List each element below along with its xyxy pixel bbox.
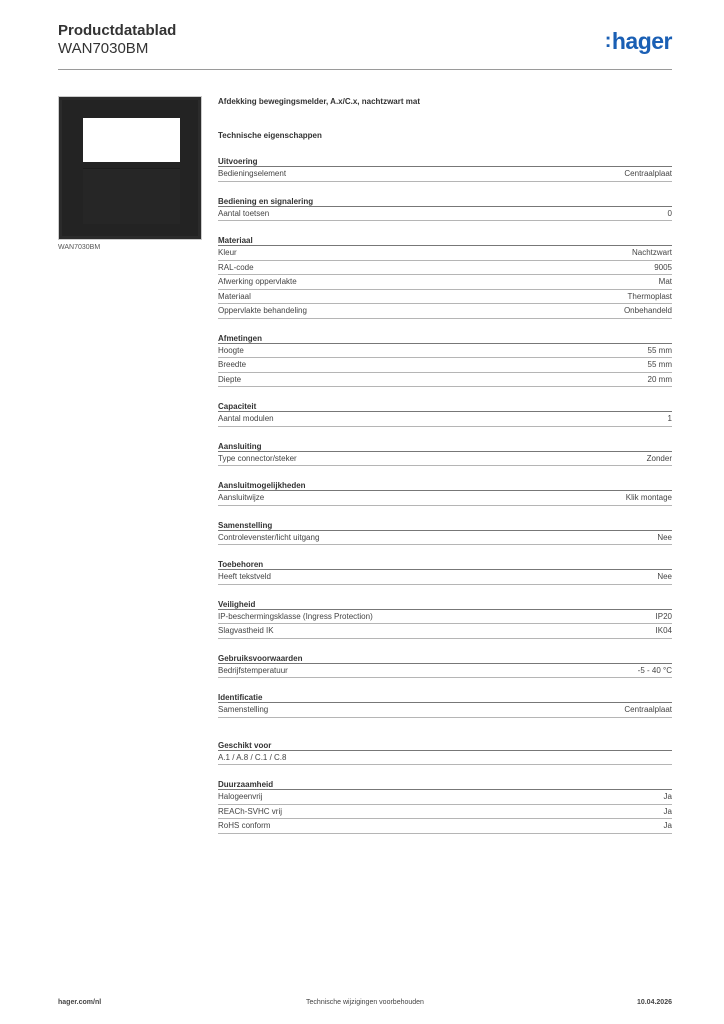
page-header (58, 22, 672, 70)
spec-section (218, 401, 672, 427)
spec-section (218, 196, 672, 222)
spec-row (218, 491, 672, 506)
spec-row (218, 819, 672, 834)
spec-value: IP20 (655, 611, 672, 621)
spec-value: 55 mm (647, 345, 672, 355)
section-title: Bediening en signalering (218, 196, 672, 207)
spec-value: Ja (663, 806, 672, 816)
section-title: Identificatie (218, 692, 672, 703)
spec-label: Bedieningselement (218, 169, 287, 178)
spec-label: REACh-SVHC vrij (218, 806, 283, 816)
spec-row (218, 531, 672, 546)
logo-colon-icon: : (604, 30, 611, 52)
spec-label: Halogeenvrij (218, 792, 263, 801)
spec-label: Oppervlakte behandeling (218, 306, 307, 315)
document-title: Productdatablad (58, 22, 177, 39)
spec-value: Nee (657, 532, 672, 542)
spec-label: Aantal modulen (218, 414, 274, 423)
cover-plate (62, 100, 198, 236)
section-title: Materiaal (218, 235, 672, 246)
spec-label: Aansluitwijze (218, 493, 265, 502)
product-description: Afdekking bewegingsmelder, A.x/C.x, nachtzwart mat (218, 97, 420, 106)
spec-section (218, 599, 672, 639)
spec-sections (218, 156, 672, 834)
spec-row (218, 751, 672, 766)
spec-row (218, 246, 672, 261)
sensor-body (83, 168, 180, 224)
spec-row (218, 610, 672, 625)
spec-label: Heeft tekstveld (218, 572, 271, 581)
spec-row (218, 373, 672, 388)
spec-value: Nee (657, 572, 672, 581)
spec-label: Materiaal (218, 291, 251, 301)
spec-row (218, 275, 672, 290)
spec-row (218, 261, 672, 276)
spec-label: Samenstelling (218, 705, 269, 714)
spec-section (218, 559, 672, 585)
spec-label: RoHS conform (218, 821, 271, 830)
spec-content (218, 96, 672, 834)
section-title: Aansluitmogelijkheden (218, 480, 672, 491)
spec-value: Thermoplast (627, 291, 672, 301)
spec-value: Mat (658, 277, 672, 286)
spec-value: 55 mm (647, 360, 672, 369)
spec-section (218, 156, 672, 182)
spec-value: Ja (663, 821, 672, 830)
spec-value: Centraalplaat (624, 169, 672, 178)
spec-value: Ja (663, 792, 672, 801)
spec-label: IP-beschermingsklasse (Ingress Protection) (218, 611, 373, 621)
spec-row (218, 664, 672, 679)
spec-label: Type connector/steker (218, 453, 297, 463)
footer-date: 10.04.2026 (636, 999, 672, 1006)
product-code: WAN7030BM (58, 40, 149, 57)
spec-row (218, 290, 672, 305)
spec-row (218, 304, 672, 319)
spec-value: 20 mm (647, 374, 672, 384)
sensor-lens (83, 118, 180, 162)
spec-value: IK04 (655, 626, 672, 635)
spec-value: 0 (667, 208, 672, 218)
product-image (58, 96, 202, 240)
section-title: Veiligheid (218, 599, 672, 610)
spec-value: Klik montage (625, 493, 672, 502)
section-title: Capaciteit (218, 401, 672, 412)
spec-section (218, 779, 672, 834)
spec-row (218, 344, 672, 359)
spec-value: Zonder (646, 453, 672, 463)
spec-row (218, 452, 672, 467)
section-title: Duurzaamheid (218, 779, 672, 790)
section-title: Samenstelling (218, 520, 672, 531)
spec-value: Centraalplaat (624, 705, 672, 714)
spec-section (218, 333, 672, 388)
section-title: Afmetingen (218, 333, 672, 344)
spec-label: A.1 / A.8 / C.1 / C.8 (218, 752, 287, 762)
logo-text: hager (611, 28, 672, 54)
spec-section (218, 441, 672, 467)
spec-row (218, 358, 672, 373)
spec-value: Nachtzwart (631, 248, 672, 257)
spec-row (218, 805, 672, 820)
spec-label: Afwerking oppervlakte (218, 277, 297, 286)
footer-notice: Technische wijzigingen voorbehouden (306, 999, 424, 1006)
section-title: Uitvoering (218, 156, 672, 167)
spec-row (218, 412, 672, 427)
spec-value: 1 (667, 414, 672, 423)
spec-row (218, 570, 672, 585)
spec-label: Aantal toetsen (218, 208, 270, 218)
spec-value: -5 - 40 °C (637, 665, 672, 675)
spec-row (218, 207, 672, 222)
spec-section (218, 653, 672, 679)
hager-logo (605, 28, 672, 56)
section-title: Gebruiksvoorwaarden (218, 653, 672, 664)
spec-row (218, 703, 672, 718)
tech-properties-title: Technische eigenschappen (218, 131, 322, 140)
spec-section (218, 235, 672, 319)
spec-label: Slagvastheid IK (218, 626, 274, 635)
section-title: Aansluiting (218, 441, 672, 452)
section-title: Toebehoren (218, 559, 672, 570)
header-divider (58, 69, 672, 70)
spec-row (218, 167, 672, 182)
spec-section (218, 740, 672, 766)
spec-label: RAL-code (218, 262, 254, 272)
spec-label: Diepte (218, 374, 242, 384)
spec-label: Breedte (218, 360, 247, 369)
spec-section (218, 520, 672, 546)
spec-label: Hoogte (218, 345, 244, 355)
spec-row (218, 790, 672, 805)
page-footer (58, 999, 672, 1011)
spec-value: Onbehandeld (623, 306, 672, 315)
footer-website: hager.com/nl (58, 999, 102, 1006)
spec-label: Bedrijfstemperatuur (218, 665, 288, 675)
spec-section (218, 480, 672, 506)
spec-section (218, 692, 672, 718)
spec-row (218, 624, 672, 639)
spec-value: 9005 (654, 262, 672, 272)
image-caption: WAN7030BM (58, 244, 101, 251)
spec-label: Controlevenster/licht uitgang (218, 532, 320, 542)
section-title: Geschikt voor (218, 740, 672, 751)
spec-label: Kleur (218, 248, 237, 257)
